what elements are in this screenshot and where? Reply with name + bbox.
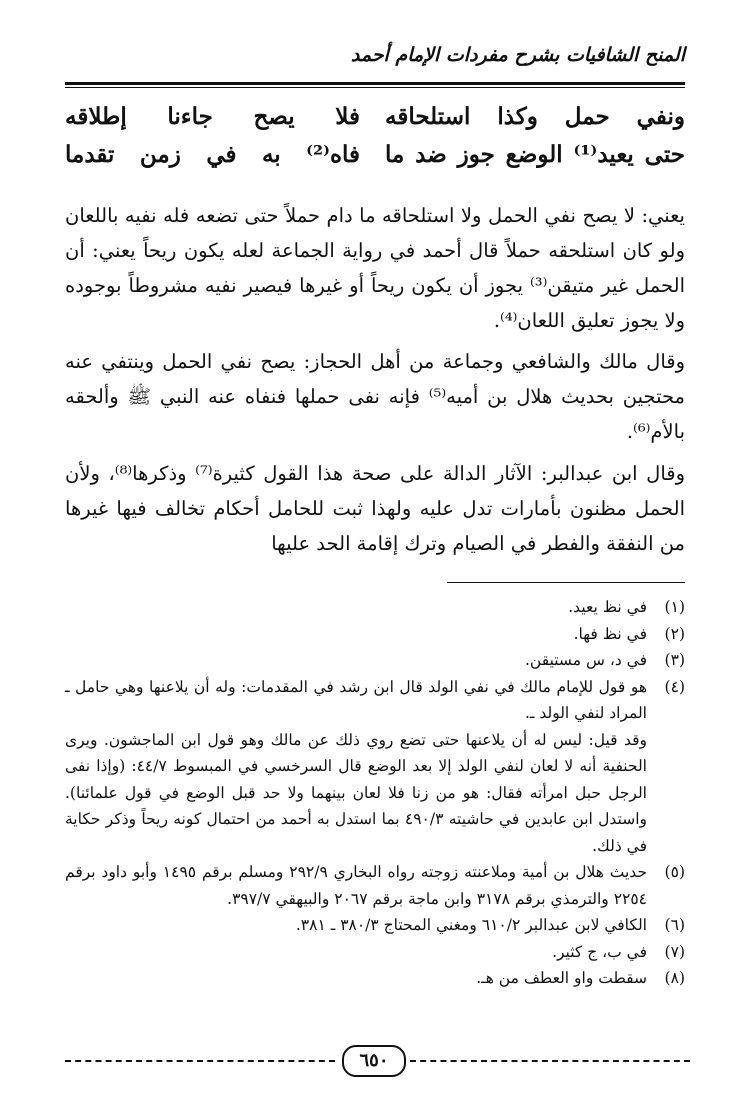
commentary-paragraph-3: وقال ابن عبدالبر: الآثار الدالة على صحة هذا القول كثيرة⁽⁷⁾ وذكرها⁽⁸⁾، ولأن الحمل مظنون بأمارات تدل عليه ولهذا ثبت للحامل أحكام تخالف فيها غيرها من النفقة والفطر في الصيام وترك إقامة الحد عليها <box>65 462 686 555</box>
commentary-paragraph-1: يعني: لا يصح نفي الحمل ولا استلحاقه ما دام حملاً حتى تضعه فله نفيه باللعان ولو كان استلحقه حملاً قال أحمد في رواية الجماعة لعله يكون ريحاً يعني: أن الحمل غير متيقن⁽³⁾ يجوز أن يكون ريحاً أو غيرها فيصير نفيه مشروطاً بوجوده ولا يجوز تعليق اللعان⁽⁴⁾. <box>65 204 686 332</box>
header-rule-thin <box>65 87 685 88</box>
footnote-number: (٨) <box>664 969 685 987</box>
footnote-text: سقطت واو العطف من هـ. <box>476 969 647 987</box>
verse-line-2-first-hemistich: حتى يعيد⁽¹⁾ الوضع جوز ضد ما <box>385 141 685 168</box>
footer-dashed-rule-left <box>65 1060 335 1062</box>
footnote-number: (٧) <box>664 942 685 961</box>
footnote-item <box>65 912 685 939</box>
verse-line-1-second-hemistich: فلا يصح جاءنا إطلاقه <box>65 103 360 130</box>
running-header-title: المنح الشافيات بشرح مفردات الإمام أحمد <box>350 44 685 66</box>
footnote-item <box>65 939 685 966</box>
footnote-item <box>65 859 685 912</box>
footnote-text: الكافي لابن عبدالبر ٦١٠/٢ ومغني المحتاج ٣٨٠/٣ ـ ٣٨١. <box>295 916 647 934</box>
footnote-continuation: وقد قيل: ليس له أن يلاعنها حتى تضع روي ذلك عن مالك وهو قول ابن الماجشون. ويرى الحنفية أنه لا لعان لنفي الولد إلا بعد الوضع قال السرخسي في المبسوط ٤٤/٧: (وإذا نفى الرجل حبل امرأته فقال: هو من زنا فلا لعان بينهما ولا حد قبل الوضع في قول علمائنا). واستدل ابن عابدين في حاشيته ٤٩٠/٣ بما استدل به أحمد من احتمال كونه ريحاً وذكر حكاية في ذلك. <box>65 730 647 855</box>
footnotes <box>65 594 685 992</box>
footnote-number: (٤) <box>664 677 685 696</box>
footnote-item <box>65 594 685 621</box>
footnote-text: في نظ يعيد. <box>568 598 647 616</box>
footnote-number: (٣) <box>664 651 685 669</box>
footnote-item <box>65 674 685 727</box>
footer-dashed-rule-right <box>410 1060 690 1062</box>
footnote-number: (٦) <box>664 916 685 934</box>
footnote-text: في د، س مستيقن. <box>525 651 647 669</box>
verse-line-1-first-hemistich: ونفي حمل وكذا استلحاقه <box>385 103 685 130</box>
footnote-item <box>65 647 685 674</box>
header-rule-thick <box>65 82 685 85</box>
footnote-separator <box>447 582 685 583</box>
commentary-paragraph-2: وقال مالك والشافعي وجماعة من أهل الحجاز: يصح نفي الحمل وينتفي عنه محتجين بحديث هلال بن أميه⁽⁵⁾ فإنه نفى حملها فنفاه عنه النبي ﷺ وألحقه بالأم⁽⁶⁾. <box>65 350 685 443</box>
footnote-text: هو قول للإمام مالك في نفي الولد قال ابن رشد في المقدمات: وله أن يلاعنها وهي حامل ـ المراد لنفي الولد ـ. <box>65 677 647 722</box>
footnote-text: في نظ فها. <box>573 624 647 643</box>
verse-line-2-second-hemistich: فاه⁽²⁾ به في زمن تقدما <box>65 141 360 168</box>
verse-line-1 <box>65 103 685 143</box>
footnote-number: (٥) <box>664 863 685 881</box>
footnote-text: حديث هلال بن أمية وملاعنته زوجته رواه البخاري ٢٩٢/٩ ومسلم برقم ١٤٩٥ وأبو داود برقم ٢٢٥٤ والترمذي برقم ٣١٧٨ وابن ماجة برقم ٢٠٦٧ والبيهقي ٣٩٧/٧. <box>65 863 647 908</box>
verse-line-2 <box>65 141 685 181</box>
footnote-text: في ب، ج كثير. <box>552 942 647 961</box>
footnote-number: (١) <box>664 598 685 616</box>
footnote-number: (٢) <box>664 624 685 643</box>
footnote-item <box>65 965 685 992</box>
footnote-item <box>65 621 685 648</box>
page-number: ٦٥٠ <box>342 1045 406 1077</box>
